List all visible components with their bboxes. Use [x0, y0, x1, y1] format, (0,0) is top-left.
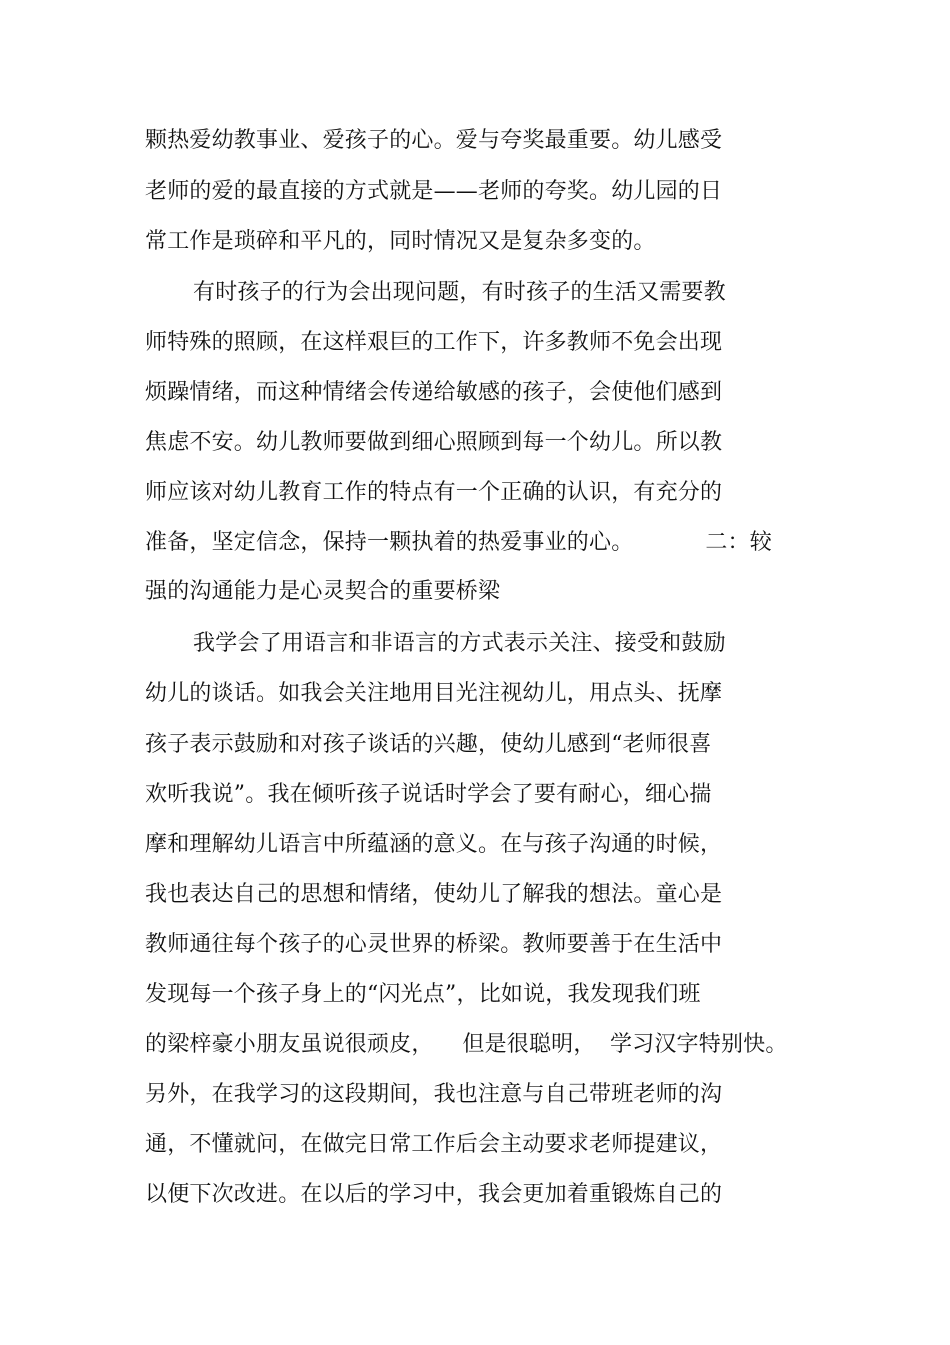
text-line-11: 我学会了用语言和非语言的方式表示关注、接受和鼓励: [193, 631, 726, 656]
text-line-21: 通，不懂就问，在做完日常工作后会主动要求老师提建议，: [145, 1132, 723, 1157]
text-line-22: 以便下次改进。在以后的学习中，我会更加着重锻炼自己的: [145, 1182, 723, 1207]
text-line-4: 有时孩子的行为会出现问题，有时孩子的生活又需要教: [193, 280, 726, 305]
text-line-2: 老师的爱的最直接的方式就是——老师的夸奖。幼儿园的日: [145, 179, 723, 204]
text-line-7: 焦虑不安。幼儿教师要做到细心照顾到每一个幼儿。所以教: [145, 430, 723, 455]
text-line-6: 烦躁情绪，而这种情绪会传递给敏感的孩子，会使他们感到: [145, 380, 723, 405]
text-line-1: 颗热爱幼教事业、爱孩子的心。爱与夸奖最重要。幼儿感受: [145, 128, 723, 153]
text-line-10: 强的沟通能力是心灵契合的重要桥梁: [145, 579, 501, 604]
text-line-8: 师应该对幼儿教育工作的特点有一个正确的认识，有充分的: [145, 480, 723, 505]
text-line-19: 的梁梓豪小朋友虽说很顽皮， 但是很聪明， 学习汉字特别快。: [145, 1032, 788, 1057]
text-line-5: 师特殊的照顾，在这样艰巨的工作下，许多教师不免会出现: [145, 330, 723, 355]
text-line-20: 另外，在我学习的这段期间，我也注意与自己带班老师的沟: [145, 1082, 723, 1107]
text-line-12: 幼儿的谈话。如我会关注地用目光注视幼儿，用点头、抚摩: [145, 681, 723, 706]
text-line-13: 孩子表示鼓励和对孩子谈话的兴趣，使幼儿感到“老师很喜: [145, 732, 712, 757]
text-line-16: 我也表达自己的思想和情绪，使幼儿了解我的想法。童心是: [145, 882, 723, 907]
text-line-3: 常工作是琐碎和平凡的，同时情况又是复杂多变的。: [145, 229, 656, 254]
text-line-17: 教师通往每个孩子的心灵世界的桥梁。教师要善于在生活中: [145, 932, 723, 957]
text-line-9: 准备，坚定信念，保持一颗执着的热爱事业的心。 二：较: [145, 530, 772, 555]
text-line-14: 欢听我说”。我在倾听孩子说话时学会了要有耐心，细心揣: [145, 782, 712, 807]
text-line-15: 摩和理解幼儿语言中所蕴涵的意义。在与孩子沟通的时候，: [145, 832, 723, 857]
text-line-18: 发现每一个孩子身上的“闪光点”，比如说，我发现我们班: [145, 982, 701, 1007]
